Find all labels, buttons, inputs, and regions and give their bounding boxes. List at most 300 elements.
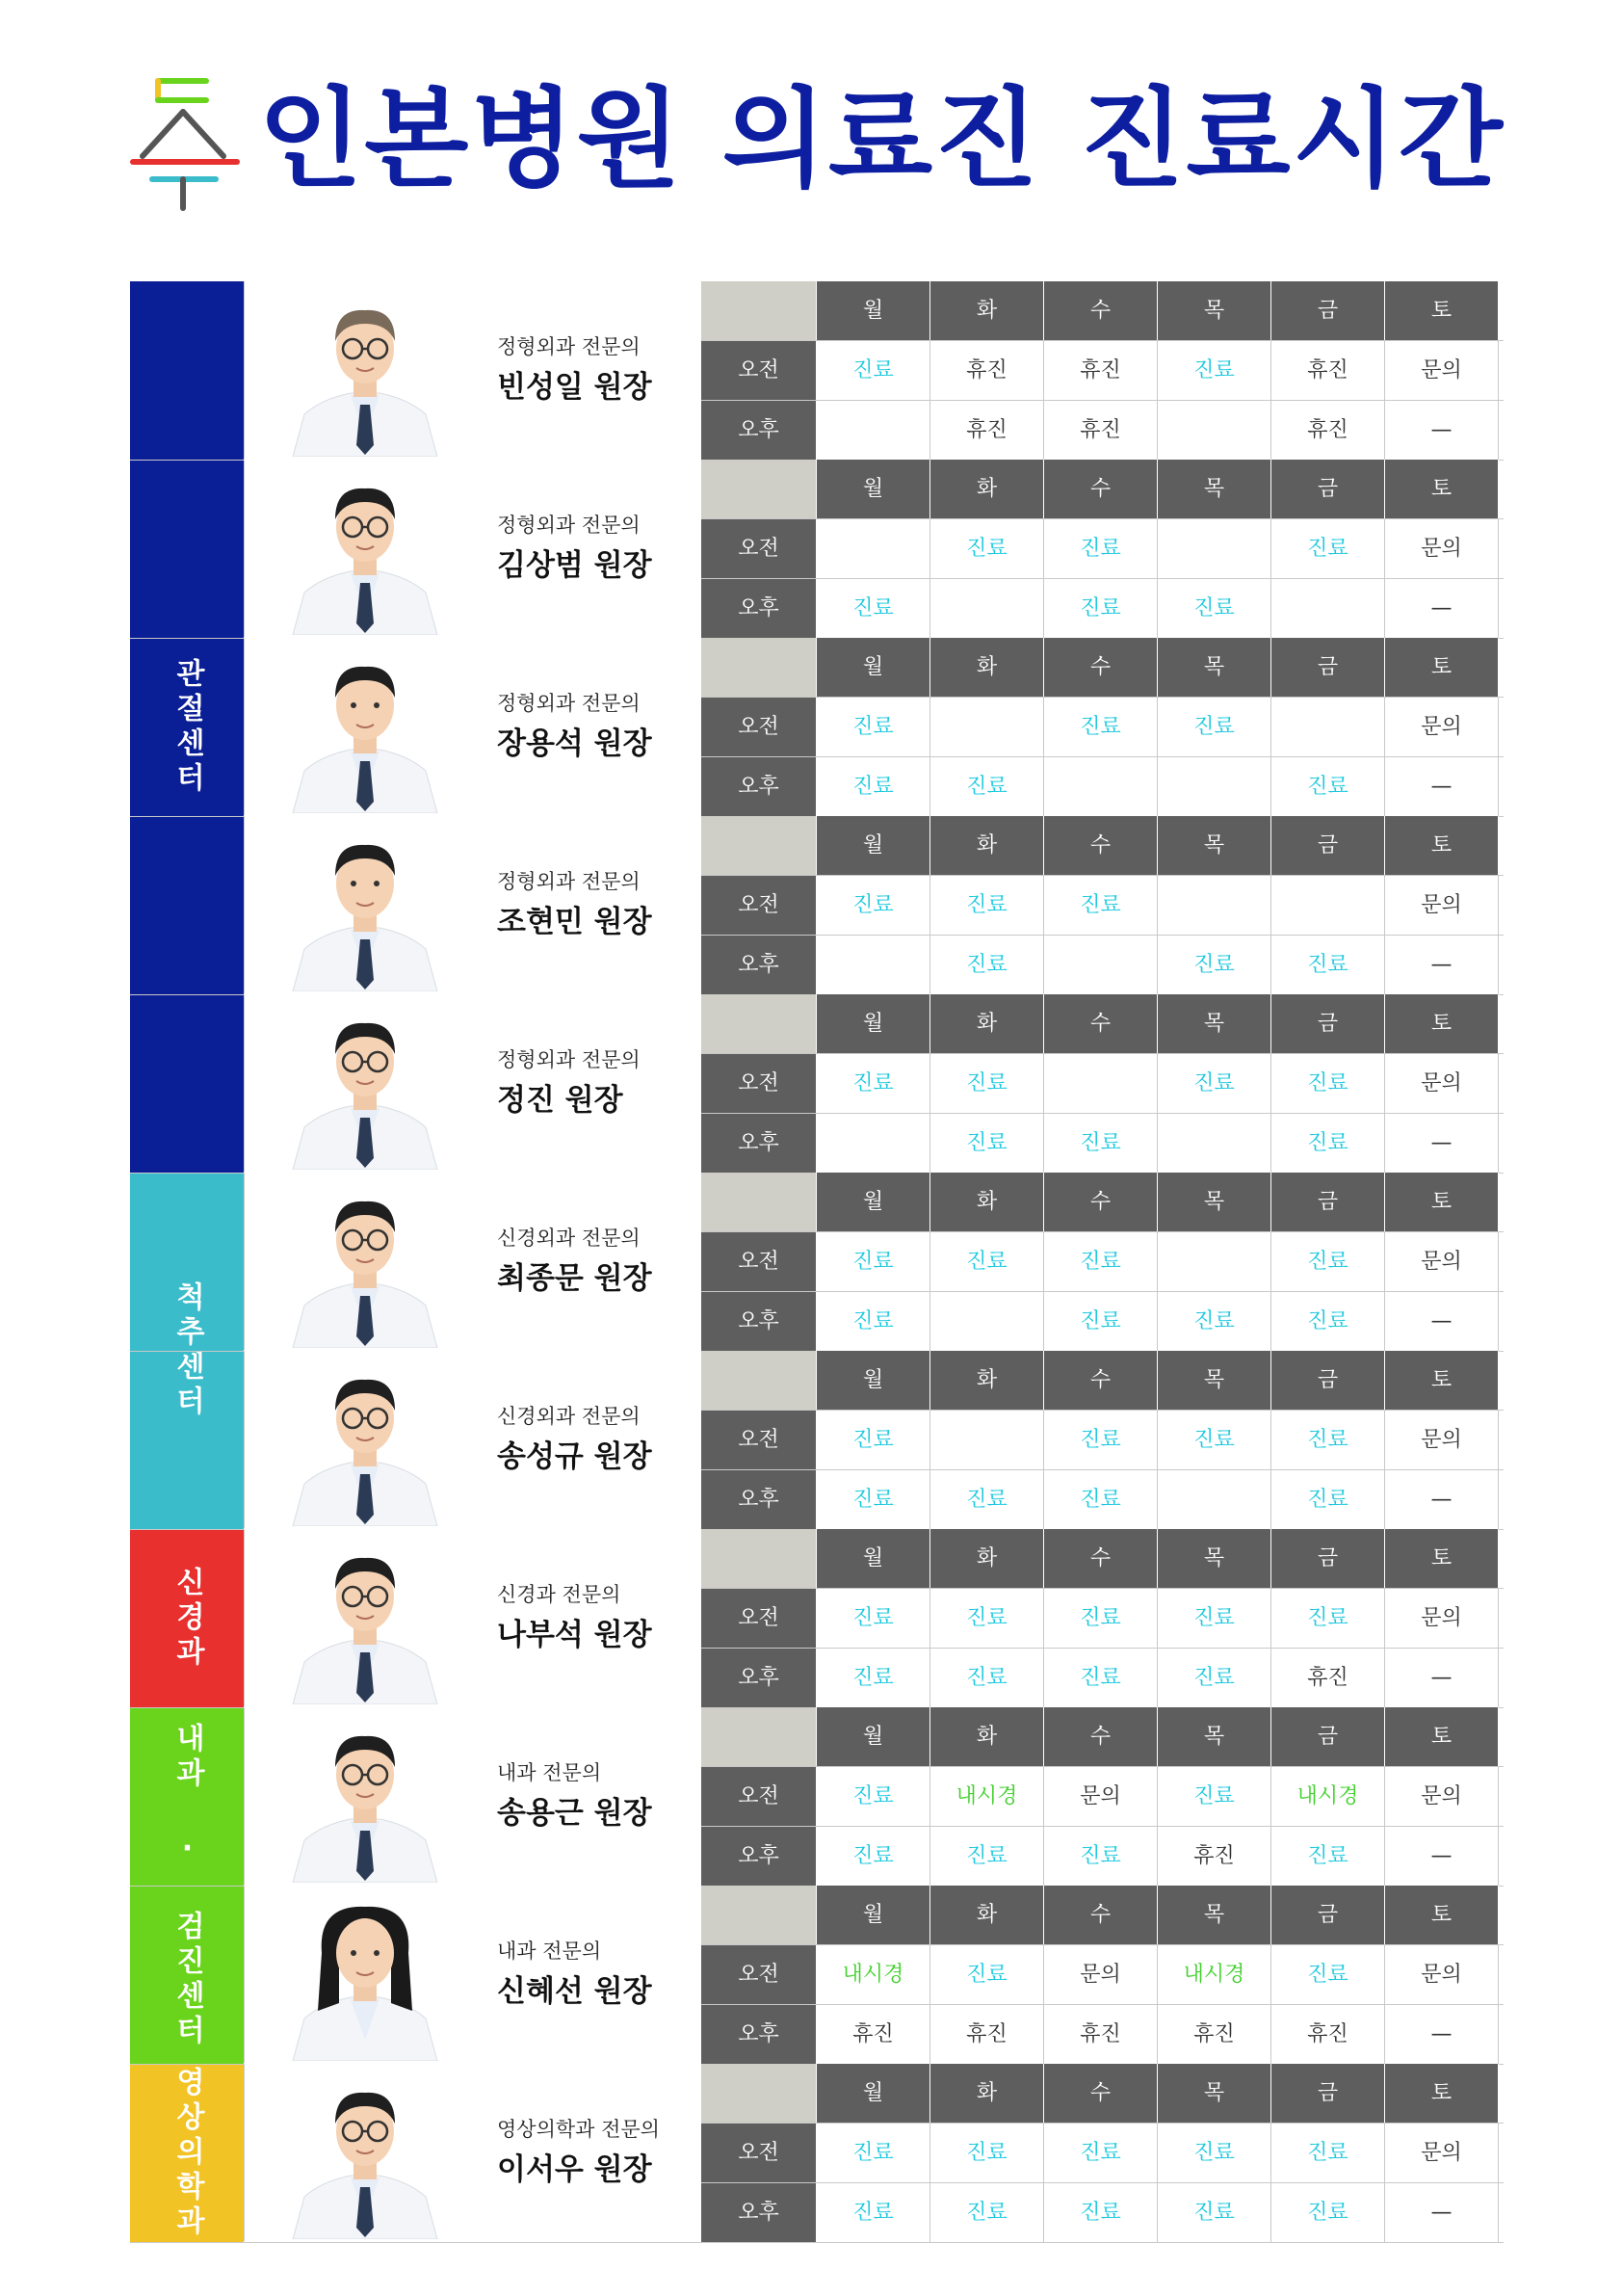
schedule-cell: 진료 <box>1271 519 1385 578</box>
afternoon-row <box>701 400 1504 460</box>
day-header-row <box>701 1886 1504 1944</box>
day-header: 목 <box>1158 1707 1271 1766</box>
day-header: 토 <box>1385 1173 1499 1231</box>
day-header: 목 <box>1158 994 1271 1053</box>
day-header: 월 <box>817 1886 930 1944</box>
schedule-cell: 진료 <box>930 1945 1044 2004</box>
schedule-grid <box>701 1707 1504 1885</box>
morning-row <box>701 1766 1504 1826</box>
schedule-cell: — <box>1385 401 1499 460</box>
doctor-photo <box>283 1182 447 1348</box>
schedule-cell: 휴진 <box>930 341 1044 400</box>
morning-row <box>701 1410 1504 1469</box>
schedule-cell: 문의 <box>1385 698 1499 756</box>
schedule-cell <box>1271 579 1385 638</box>
day-header: 수 <box>1044 1707 1158 1766</box>
doctor-photo <box>283 1717 447 1883</box>
afternoon-label: 오후 <box>701 401 817 460</box>
doctor-specialty: 정형외과 전문의 <box>497 1048 641 1071</box>
schedule-cell: 진료 <box>1271 1470 1385 1529</box>
doctor-photo <box>283 1360 447 1526</box>
schedule-cell: 진료 <box>1044 579 1158 638</box>
department-name: 척추센터 <box>170 1281 204 1420</box>
doctor-photo <box>283 647 447 813</box>
schedule-cell: 진료 <box>1271 1054 1385 1113</box>
schedule-cell: 진료 <box>817 1589 930 1648</box>
schedule-grid <box>701 460 1504 637</box>
afternoon-label: 오후 <box>701 1114 817 1173</box>
schedule-cell: 내시경 <box>1158 1945 1271 2004</box>
doctor-name: 송용근 원장 <box>497 1796 652 1831</box>
doctor-info <box>244 816 702 993</box>
schedule-cell: — <box>1385 936 1499 994</box>
afternoon-row <box>701 756 1504 816</box>
day-header: 목 <box>1158 1529 1271 1588</box>
schedule-cell: 내시경 <box>1271 1767 1385 1826</box>
doctor-info <box>244 1529 702 1706</box>
doctor-specialty: 정형외과 전문의 <box>497 335 641 358</box>
schedule-grid <box>701 816 1504 993</box>
schedule-cell: 진료 <box>1158 1767 1271 1826</box>
schedule-cell <box>817 401 930 460</box>
header-corner <box>701 1707 817 1766</box>
header-corner <box>701 816 817 875</box>
doctor-info <box>244 1886 702 2063</box>
morning-label: 오전 <box>701 2124 817 2182</box>
schedule-cell: 진료 <box>1044 1589 1158 1648</box>
schedule-cell: 진료 <box>1158 1589 1271 1648</box>
day-header: 토 <box>1385 281 1499 340</box>
schedule-table <box>130 281 1504 2242</box>
day-header: 화 <box>930 1173 1044 1231</box>
schedule-cell: 진료 <box>1271 1827 1385 1886</box>
schedule-cell: 진료 <box>930 519 1044 578</box>
day-header: 토 <box>1385 2064 1499 2123</box>
schedule-cell: 진료 <box>1044 1470 1158 1529</box>
day-header: 수 <box>1044 2064 1158 2123</box>
afternoon-label: 오후 <box>701 1827 817 1886</box>
schedule-cell: 문의 <box>1385 2124 1499 2182</box>
day-header: 금 <box>1271 2064 1385 2123</box>
doctor-info <box>244 2064 702 2241</box>
doctor-name: 신혜선 원장 <box>497 1974 652 2009</box>
morning-row <box>701 1053 1504 1113</box>
schedule-cell <box>1158 519 1271 578</box>
day-header: 월 <box>817 2064 930 2123</box>
day-header: 월 <box>817 281 930 340</box>
doctor-info <box>244 994 702 1172</box>
day-header: 화 <box>930 638 1044 697</box>
schedule-cell <box>1044 1054 1158 1113</box>
schedule-cell <box>1158 1232 1271 1291</box>
schedule-cell: 진료 <box>1158 579 1271 638</box>
schedule-cell <box>1158 876 1271 935</box>
day-header: 토 <box>1385 638 1499 697</box>
afternoon-row <box>701 1648 1504 1707</box>
day-header: 목 <box>1158 281 1271 340</box>
day-header: 수 <box>1044 460 1158 518</box>
schedule-cell <box>930 698 1044 756</box>
schedule-grid <box>701 2064 1504 2241</box>
schedule-cell: — <box>1385 1114 1499 1173</box>
doctor-specialty: 정형외과 전문의 <box>497 514 641 537</box>
schedule-cell: 휴진 <box>1044 2005 1158 2064</box>
schedule-grid <box>701 1886 1504 2063</box>
morning-label: 오전 <box>701 698 817 756</box>
day-header: 목 <box>1158 460 1271 518</box>
day-header: 목 <box>1158 1173 1271 1231</box>
schedule-cell: 진료 <box>817 1411 930 1469</box>
schedule-cell: 진료 <box>1271 2183 1385 2242</box>
day-header: 토 <box>1385 1886 1499 1944</box>
schedule-cell: 진료 <box>1271 936 1385 994</box>
morning-label: 오전 <box>701 876 817 935</box>
department-name: 내과 · 검진센터 <box>170 1722 204 2049</box>
schedule-cell: 문의 <box>1044 1767 1158 1826</box>
page-header <box>0 58 1623 212</box>
schedule-cell: 진료 <box>1271 1232 1385 1291</box>
day-header-row <box>701 638 1504 697</box>
schedule-cell: 진료 <box>930 1827 1044 1886</box>
schedule-cell: 진료 <box>1044 1114 1158 1173</box>
day-header: 목 <box>1158 1351 1271 1410</box>
schedule-cell: 진료 <box>817 1054 930 1113</box>
day-header: 토 <box>1385 1351 1499 1410</box>
schedule-cell: 진료 <box>817 2183 930 2242</box>
schedule-cell: 휴진 <box>1271 2005 1385 2064</box>
schedule-cell: 진료 <box>930 1054 1044 1113</box>
doctor-info <box>244 638 702 815</box>
afternoon-row <box>701 1826 1504 1886</box>
day-header: 토 <box>1385 1529 1499 1588</box>
day-header: 목 <box>1158 2064 1271 2123</box>
schedule-cell: 진료 <box>817 341 930 400</box>
day-header: 금 <box>1271 1886 1385 1944</box>
doctor-name: 장용석 원장 <box>497 726 652 761</box>
morning-row <box>701 518 1504 578</box>
header-corner <box>701 638 817 697</box>
schedule-cell: 문의 <box>1385 1945 1499 2004</box>
day-header: 화 <box>930 994 1044 1053</box>
schedule-cell: 진료 <box>817 1470 930 1529</box>
schedule-cell: 진료 <box>930 1470 1044 1529</box>
department-name: 신경과 <box>170 1566 204 1671</box>
schedule-cell: 진료 <box>1044 2183 1158 2242</box>
day-header: 월 <box>817 1351 930 1410</box>
schedule-cell: 진료 <box>930 2124 1044 2182</box>
day-header-row <box>701 1529 1504 1588</box>
morning-label: 오전 <box>701 1411 817 1469</box>
schedule-cell <box>817 519 930 578</box>
day-header: 월 <box>817 816 930 875</box>
morning-row <box>701 1944 1504 2004</box>
schedule-cell: 진료 <box>1158 1411 1271 1469</box>
schedule-cell <box>930 579 1044 638</box>
day-header: 화 <box>930 1529 1044 1588</box>
schedule-cell <box>1271 698 1385 756</box>
day-header: 토 <box>1385 994 1499 1053</box>
doctor-row <box>130 1886 1504 2065</box>
schedule-cell <box>1158 401 1271 460</box>
doctor-specialty: 신경외과 전문의 <box>497 1405 641 1428</box>
schedule-cell: 진료 <box>1271 757 1385 816</box>
schedule-cell: 진료 <box>1044 1649 1158 1707</box>
doctor-info <box>244 1351 702 1528</box>
header-corner <box>701 2064 817 2123</box>
schedule-cell: 진료 <box>930 1649 1044 1707</box>
doctor-specialty: 내과 전문의 <box>497 1940 602 1963</box>
schedule-cell: — <box>1385 1292 1499 1351</box>
doctor-row <box>130 816 1504 995</box>
day-header: 금 <box>1271 281 1385 340</box>
morning-label: 오전 <box>701 519 817 578</box>
doctor-photo <box>283 1539 447 1704</box>
day-header-row <box>701 1173 1504 1231</box>
day-header: 토 <box>1385 816 1499 875</box>
doctor-info <box>244 1173 702 1350</box>
day-header-row <box>701 994 1504 1053</box>
header-corner <box>701 1351 817 1410</box>
doctor-name: 나부석 원장 <box>497 1618 652 1652</box>
morning-row <box>701 1231 1504 1291</box>
day-header: 월 <box>817 638 930 697</box>
schedule-cell: 문의 <box>1385 519 1499 578</box>
doctor-row <box>130 1529 1504 1708</box>
schedule-cell: 진료 <box>1158 1649 1271 1707</box>
afternoon-row <box>701 935 1504 994</box>
day-header: 월 <box>817 994 930 1053</box>
schedule-cell: 진료 <box>1044 2124 1158 2182</box>
schedule-cell: 진료 <box>1158 936 1271 994</box>
doctor-specialty: 정형외과 전문의 <box>497 692 641 715</box>
doctor-photo <box>283 291 447 457</box>
schedule-cell: 진료 <box>1271 1589 1385 1648</box>
schedule-cell: 문의 <box>1385 1411 1499 1469</box>
doctor-row <box>130 638 1504 817</box>
schedule-cell: 진료 <box>930 1589 1044 1648</box>
schedule-cell: 진료 <box>1158 1054 1271 1113</box>
schedule-cell: 내시경 <box>930 1767 1044 1826</box>
afternoon-label: 오후 <box>701 2183 817 2242</box>
day-header: 화 <box>930 1707 1044 1766</box>
schedule-cell: 문의 <box>1385 1054 1499 1113</box>
schedule-cell: — <box>1385 1827 1499 1886</box>
schedule-cell: 진료 <box>1271 1292 1385 1351</box>
morning-row <box>701 1588 1504 1648</box>
day-header: 수 <box>1044 638 1158 697</box>
header-corner <box>701 994 817 1053</box>
day-header: 목 <box>1158 638 1271 697</box>
schedule-cell: 진료 <box>1044 519 1158 578</box>
day-header: 목 <box>1158 816 1271 875</box>
schedule-cell: 휴진 <box>930 2005 1044 2064</box>
doctor-row <box>130 994 1504 1174</box>
schedule-cell: 진료 <box>817 2124 930 2182</box>
day-header: 토 <box>1385 460 1499 518</box>
day-header: 금 <box>1271 638 1385 697</box>
schedule-cell: — <box>1385 1470 1499 1529</box>
doctor-row <box>130 2064 1504 2243</box>
schedule-cell: 진료 <box>930 1232 1044 1291</box>
doctor-row <box>130 1707 1504 1887</box>
day-header: 화 <box>930 2064 1044 2123</box>
schedule-grid <box>701 638 1504 815</box>
schedule-cell: 진료 <box>1158 2124 1271 2182</box>
day-header: 목 <box>1158 1886 1271 1944</box>
afternoon-label: 오후 <box>701 757 817 816</box>
doctor-info <box>244 1707 702 1885</box>
page-title: 인본병원 의료진 진료시간 <box>258 77 1505 202</box>
department-name: 관절센터 <box>170 657 204 797</box>
schedule-cell: 진료 <box>817 1649 930 1707</box>
afternoon-row <box>701 1113 1504 1173</box>
header-corner <box>701 1173 817 1231</box>
morning-row <box>701 697 1504 756</box>
schedule-cell: 진료 <box>1044 698 1158 756</box>
schedule-cell: 진료 <box>930 876 1044 935</box>
schedule-cell: 진료 <box>1044 876 1158 935</box>
afternoon-label: 오후 <box>701 936 817 994</box>
schedule-cell <box>930 1292 1044 1351</box>
day-header: 수 <box>1044 1351 1158 1410</box>
day-header: 수 <box>1044 1529 1158 1588</box>
afternoon-row <box>701 2182 1504 2242</box>
schedule-cell: 휴진 <box>1044 341 1158 400</box>
schedule-cell: 진료 <box>1158 1292 1271 1351</box>
day-header: 수 <box>1044 816 1158 875</box>
doctor-name: 최종문 원장 <box>497 1261 652 1296</box>
schedule-cell: 진료 <box>817 1767 930 1826</box>
department-name: 영상의학과 <box>170 2066 204 2240</box>
doctor-info <box>244 460 702 637</box>
doctor-row <box>130 1173 1504 1352</box>
header-corner <box>701 1886 817 1944</box>
doctor-row <box>130 460 1504 639</box>
schedule-cell: 진료 <box>1044 1411 1158 1469</box>
schedule-cell: 진료 <box>817 579 930 638</box>
day-header: 월 <box>817 1707 930 1766</box>
schedule-cell <box>1158 757 1271 816</box>
doctor-specialty: 정형외과 전문의 <box>497 870 641 893</box>
schedule-cell: 문의 <box>1385 1232 1499 1291</box>
day-header: 금 <box>1271 1707 1385 1766</box>
doctor-name: 조현민 원장 <box>497 905 652 939</box>
schedule-cell <box>817 1114 930 1173</box>
doctor-photo <box>283 826 447 991</box>
doctor-specialty: 신경외과 전문의 <box>497 1227 641 1250</box>
schedule-cell: 진료 <box>1044 1827 1158 1886</box>
schedule-cell: 진료 <box>1158 698 1271 756</box>
doctor-photo <box>283 1895 447 2061</box>
day-header: 월 <box>817 460 930 518</box>
day-header: 화 <box>930 460 1044 518</box>
schedule-cell <box>1158 1470 1271 1529</box>
schedule-cell: 진료 <box>817 876 930 935</box>
doctor-name: 빈성일 원장 <box>497 370 652 405</box>
day-header: 금 <box>1271 1173 1385 1231</box>
doctor-name: 이서우 원장 <box>497 2152 652 2187</box>
day-header: 수 <box>1044 994 1158 1053</box>
schedule-cell: 진료 <box>930 936 1044 994</box>
schedule-cell: 진료 <box>1158 2183 1271 2242</box>
doctor-photo <box>283 1004 447 1170</box>
day-header: 화 <box>930 1351 1044 1410</box>
doctor-name: 정진 원장 <box>497 1083 623 1118</box>
afternoon-row <box>701 578 1504 638</box>
schedule-cell: 진료 <box>930 757 1044 816</box>
afternoon-label: 오후 <box>701 1470 817 1529</box>
schedule-cell: 휴진 <box>1271 401 1385 460</box>
day-header: 수 <box>1044 1886 1158 1944</box>
schedule-cell: 문의 <box>1044 1945 1158 2004</box>
day-header-row <box>701 281 1504 340</box>
day-header-row <box>701 2064 1504 2123</box>
schedule-cell: — <box>1385 1649 1499 1707</box>
schedule-cell: 휴진 <box>930 401 1044 460</box>
schedule-cell <box>1044 936 1158 994</box>
day-header: 수 <box>1044 1173 1158 1231</box>
morning-label: 오전 <box>701 1232 817 1291</box>
schedule-cell: — <box>1385 2005 1499 2064</box>
schedule-cell: 내시경 <box>817 1945 930 2004</box>
schedule-cell <box>1158 1114 1271 1173</box>
schedule-cell <box>930 1411 1044 1469</box>
day-header-row <box>701 1351 1504 1410</box>
morning-row <box>701 340 1504 400</box>
morning-label: 오전 <box>701 1054 817 1113</box>
schedule-cell <box>1271 876 1385 935</box>
day-header: 월 <box>817 1529 930 1588</box>
day-header: 금 <box>1271 1351 1385 1410</box>
schedule-cell: 진료 <box>1158 341 1271 400</box>
schedule-grid <box>701 1351 1504 1528</box>
schedule-grid <box>701 1529 1504 1706</box>
schedule-cell: 진료 <box>1044 1232 1158 1291</box>
doctor-specialty: 내과 전문의 <box>497 1761 602 1784</box>
afternoon-row <box>701 1291 1504 1351</box>
afternoon-label: 오후 <box>701 1292 817 1351</box>
day-header: 월 <box>817 1173 930 1231</box>
schedule-cell: 진료 <box>817 1827 930 1886</box>
schedule-cell <box>817 936 930 994</box>
schedule-cell: 휴진 <box>1271 1649 1385 1707</box>
hospital-logo-icon <box>123 67 249 212</box>
afternoon-label: 오후 <box>701 2005 817 2064</box>
schedule-cell: 문의 <box>1385 876 1499 935</box>
morning-label: 오전 <box>701 1767 817 1826</box>
schedule-cell: 문의 <box>1385 1767 1499 1826</box>
doctor-specialty: 신경과 전문의 <box>497 1583 621 1606</box>
doctor-row <box>130 1351 1504 1530</box>
schedule-grid <box>701 281 1504 459</box>
afternoon-row <box>701 2004 1504 2064</box>
schedule-cell: 진료 <box>817 757 930 816</box>
schedule-cell: — <box>1385 757 1499 816</box>
schedule-cell: 진료 <box>817 1292 930 1351</box>
schedule-cell: 휴진 <box>817 2005 930 2064</box>
day-header: 화 <box>930 816 1044 875</box>
schedule-cell: 휴진 <box>1158 2005 1271 2064</box>
schedule-cell <box>1044 757 1158 816</box>
day-header: 토 <box>1385 1707 1499 1766</box>
header-corner <box>701 281 817 340</box>
schedule-cell: 문의 <box>1385 1589 1499 1648</box>
morning-label: 오전 <box>701 1945 817 2004</box>
header-corner <box>701 1529 817 1588</box>
day-header-row <box>701 816 1504 875</box>
schedule-cell: 진료 <box>1271 2124 1385 2182</box>
schedule-cell: 휴진 <box>1158 1827 1271 1886</box>
